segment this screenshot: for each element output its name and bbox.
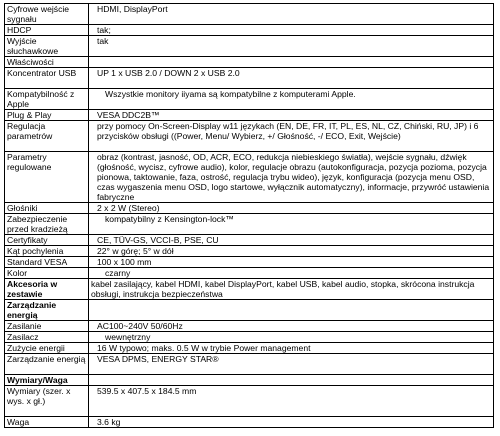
spec-label: Głośniki [5,203,89,214]
spec-value: VESA DDC2B™ [89,110,494,121]
spec-label: Kolor [5,268,89,279]
spec-row-consumption [5,343,494,354]
spec-label: Parametry regulowane [5,152,89,203]
spec-label: Wymiary/Waga [5,375,89,386]
spec-label: Zasilacz [5,332,89,343]
spec-row-power-supply [5,321,494,332]
spec-value: tak; [89,25,494,36]
spec-row-digital-input [5,4,494,25]
spec-value: VESA DPMS, ENERGY STAR® [89,354,494,375]
spec-row-dimensions [5,386,494,417]
spec-row-osd [5,121,494,152]
spec-row-dimensions-header [5,375,494,386]
spec-label: Kąt pochylenia [5,246,89,257]
spec-row-certificates [5,235,494,246]
spec-row-weight [5,417,494,428]
spec-row-speakers [5,203,494,214]
spec-value: kompatybilny z Kensington-lock™ [89,214,494,235]
spec-value: HDMI, DisplayPort [89,4,494,25]
spec-row-apple [5,89,494,110]
spec-row-anti-theft [5,214,494,235]
spec-label: Kompatybilność z Apple [5,89,89,110]
spec-label: Zużycie energii [5,343,89,354]
spec-value: 2 x 2 W (Stereo) [89,203,494,214]
spec-row-hdcp [5,25,494,36]
spec-row-features [5,57,494,68]
spec-value: 16 W typowo; maks. 0.5 W w trybie Power management [89,343,494,354]
spec-value: kabel zasilający, kabel HDMI, kabel DisplayPort, kabel USB, kabel audio, stopka, skrócona instrukcja obsługi, instrukcja bezpieczeństwa [89,279,494,300]
spec-row-vesa [5,257,494,268]
spec-row-color [5,268,494,279]
spec-row-headphone [5,36,494,57]
spec-label: Standard VESA [5,257,89,268]
spec-label: Akcesoria w zestawie [5,279,89,300]
spec-row-adjustable [5,152,494,203]
spec-label: Koncentrator USB [5,68,89,89]
spec-value: Wszystkie monitory iiyama są kompatybilne z komputerami Apple. [89,89,494,110]
spec-label: Waga [5,417,89,428]
spec-value: 22° w górę; 5° w dół [89,246,494,257]
spec-row-tilt [5,246,494,257]
spec-label: Zarządzanie energią [5,300,89,321]
spec-label: Wyjście słuchawkowe [5,36,89,57]
spec-value: przy pomocy On-Screen-Display w11 językach (EN, DE, FR, IT, PL, ES, NL, CZ, Chiński, RU, JP) i 6 przycisków obsługi ((Power, Menu/ Wybierz, +/ Głośność, -/ ECO, Exit, Wejście) [89,121,494,152]
spec-row-usb-hub [5,68,494,89]
spec-value: czarny [89,268,494,279]
spec-value: 100 x 100 mm [89,257,494,268]
spec-table [4,3,494,428]
spec-row-adapter [5,332,494,343]
spec-value: UP 1 x USB 2.0 / DOWN 2 x USB 2.0 [89,68,494,89]
spec-value: obraz (kontrast, jasność, OD, ACR, ECO, redukcja niebieskiego światła), wejście sygnału, dźwięk (głośność, wycisz, cyfrowe audio), kolor, regulacje obrazu (autokonfiguracja, pozycja pozioma, pozycja pionowa, taktowanie, faza, ostrość, regulacja trybu wideo), język, konfiguracja (pozycja menu OSD, czas wygaszenia menu OSD, logo startowe, wyłącznik automatyczny), informacje, przywróć ustawienia fabryczne [89,152,494,203]
spec-value: AC100~240V 50/60Hz [89,321,494,332]
spec-value: 3.6 kg [89,417,494,428]
spec-label: Właściwości [5,57,89,68]
spec-row-power-management-header [5,300,494,321]
spec-value: 539.5 x 407.5 x 184.5 mm [89,386,494,417]
spec-label: Zarządzanie energią [5,354,89,375]
spec-row-power-management [5,354,494,375]
spec-label: Cyfrowe wejście sygnału [5,4,89,25]
spec-value: tak [89,36,494,57]
spec-label: Wymiary (szer. x wys. x gł.) [5,386,89,417]
spec-label: HDCP [5,25,89,36]
spec-value [89,300,494,321]
spec-value [89,375,494,386]
spec-value: wewnętrzny [89,332,494,343]
spec-row-plug-play [5,110,494,121]
spec-row-accessories [5,279,494,300]
spec-value: CE, TÜV-GS, VCCI-B, PSE, CU [89,235,494,246]
spec-label: Plug & Play [5,110,89,121]
spec-label: Zabezpieczenie przed kradzieżą [5,214,89,235]
spec-value [89,57,494,68]
spec-label: Zasilanie [5,321,89,332]
spec-label: Certyfikaty [5,235,89,246]
spec-label: Regulacja parametrów [5,121,89,152]
